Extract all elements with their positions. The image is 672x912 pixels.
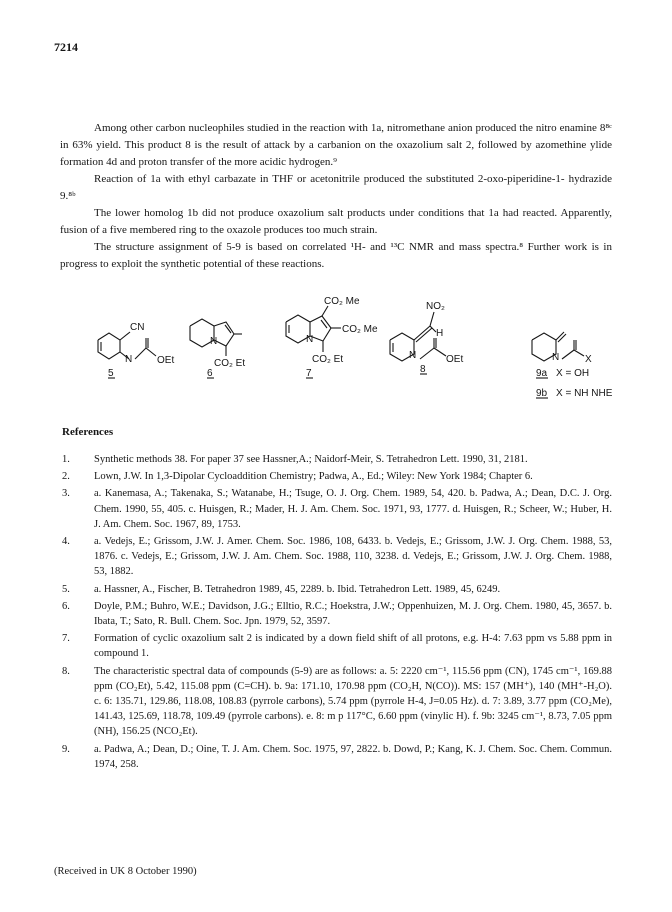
structure-9a-label: 9a <box>536 368 548 379</box>
structure-8-h: H <box>436 328 444 339</box>
structure-8-label: 8 <box>420 364 426 375</box>
reference-text: Formation of cyclic oxazolium salt 2 is indicated by a down field shift of all protons, e.g. H-4: 7.63 ppm vs 5.88 ppm in compound 1. <box>94 633 612 660</box>
reference-text: Doyle, P.M.; Buhro, W.E.; Davidson, J.G.; Elltio, R.C.; Hoekstra, J.W.; Oppenhuizen, M. J. Org. Chem. 1980, 45, 3657. b. Ibata, T.; Sato, R. Bull. Chem. Soc. Jpn. 1979, 52, 3597. <box>94 600 612 628</box>
structure-9b-substituent: X = NH NHE <box>556 388 613 399</box>
structure-9-n: N <box>552 352 560 363</box>
structure-8-no2: NO₂ <box>426 301 445 312</box>
structure-6-co2et: CO₂ Et <box>214 358 246 369</box>
structure-7-co2me-side: CO₂ Me <box>342 324 378 335</box>
structure-5-cn: CN <box>130 322 145 333</box>
reference-text: a. Kanemasa, A.; Takenaka, S.; Watanabe, H.; Tsuge, O. J. Org. Chem. 1989, 54, 420. b. Padwa, A.; Dean, D.C. J. Org. Chem. 1990, 55, 405. c. Huisgen, R.; Mader, H. J. Am. Chem. Soc. 1971, 93, 1777. d. Huisgen, R.; Scheer, W.; Huber, H. J. Am. Chem. Soc. 1967, 89, 1753. <box>94 488 612 530</box>
structure-9-x: X <box>585 354 592 365</box>
reference-item <box>62 534 612 580</box>
reference-item <box>62 452 612 467</box>
structure-9b-label: 9b <box>536 388 548 399</box>
structure-5-oet: OEt <box>157 355 175 366</box>
reference-item <box>62 742 612 772</box>
structure-6-label: 6 <box>207 368 213 379</box>
reference-item <box>62 582 612 597</box>
reference-item <box>62 664 612 740</box>
paragraph: The structure assignment of 5-9 is based on correlated ¹H- and ¹³C NMR and mass spectra.⁸ Further work is in progress to exploit the synthetic potential of these reactions. <box>60 241 612 270</box>
structure-7-n: N <box>306 334 314 345</box>
reference-text: a. Padwa, A.; Dean, D.; Oine, T. J. Am. Chem. Soc. 1975, 97, 2822. b. Dowd, P.; Kang, K. J. Chem. Soc. Chem. Commun. 1974, 258. <box>94 743 612 770</box>
reference-number: 2. <box>62 471 70 483</box>
chemical-structures <box>90 296 630 420</box>
reference-text: The characteristic spectral data of compounds (5-9) are as follows: a. 5: 2220 cm⁻¹, 115.56 ppm (CN), 1745 cm⁻¹, 169.88 ppm (CO₂Et), 5.42, 115.08 ppm (C=CH). b. 9a: 171.10, 170.98 ppm (CO₂H, N(CO)). MS: 157 (MH⁺), 140 (MH⁺-H₂O). c. 6: 135.71, 129.86, 118.08, 108.83 (pyrrole carbons), 5.74 ppm (pyrrole H-4, J=0.05 Hz). d. 7: 3.89, 3.77 ppm (CO₂Me), 141.43, 125.69, 118.78, 109.49 (pyrrole carbons). e. 8: m p 117°C, 6.60 ppm (vinylic H). f. 9b: 3245 cm⁻¹, 8.73, 7.05 ppm (NH), 156.25 (NCO₂Et). <box>94 665 612 738</box>
received-date: (Received in UK 8 October 1990) <box>54 866 197 877</box>
reference-item <box>62 599 612 629</box>
reference-item <box>62 469 612 484</box>
structure-9a-substituent: X = OH <box>556 368 590 379</box>
page-number: 7214 <box>54 40 78 54</box>
structure-7-co2et: CO₂ Et <box>312 354 344 365</box>
structure-7-co2me-top: CO₂ Me <box>324 296 360 307</box>
reference-text: a. Hassner, A., Fischer, B. Tetrahedron 1989, 45, 2289. b. Ibid. Tetrahedron Lett. 1989, 45, 6249. <box>94 583 501 595</box>
paragraph: Reaction of 1a with ethyl carbazate in THF or acetonitrile produced the substituted 2-oxo-piperidine-1- hydrazide 9.⁸ᵇ <box>60 173 612 202</box>
reference-number: 9. <box>62 743 70 755</box>
reference-text: a. Vedejs, E.; Grissom, J.W. J. Amer. Chem. Soc. 1986, 108, 6433. b. Vedejs, E.; Grissom, J.W. J. Org. Chem. 1988, 53, 1876. c. Vedejs, E.; Grissom, J.W. J. Am. Chem. Soc. 1988, 110, 3238. d. Vedejs, E.; Grissom, J.W. J. Org. Chem. 1988, 53, 1882. <box>94 536 612 578</box>
reference-item <box>62 631 612 661</box>
references-heading: References <box>62 426 114 438</box>
reference-item <box>62 486 612 532</box>
reference-number: 3. <box>62 488 70 500</box>
body-text <box>60 120 612 273</box>
paragraph: The lower homolog 1b did not produce oxazolium salt products under conditions that 1a had reacted. Apparently, fusion of a five membered ring to the oxazole produces too much strain. <box>60 207 612 236</box>
structure-8-oet: OEt <box>446 354 464 365</box>
structure-7-label: 7 <box>306 368 312 379</box>
structure-8-n: N <box>409 350 417 361</box>
reference-number: 7. <box>62 633 70 645</box>
paragraph: Among other carbon nucleophiles studied in the reaction with 1a, nitromethane anion produced the nitro enamine 8⁸ᶜ in 63% yield. This product 8 is the result of attack by a carbanion on the oxazolium salt 2, followed by azomethine ylide formation 4d and proton transfer of the more acidic hydrogen.⁹ <box>60 122 612 168</box>
reference-number: 8. <box>62 665 70 677</box>
reference-text: Lown, J.W. In 1,3-Dipolar Cycloaddition Chemistry; Padwa, A., Ed.; Wiley: New York 1984; Chapter 6. <box>94 471 533 483</box>
reference-number: 5. <box>62 583 70 595</box>
reference-number: 6. <box>62 600 70 612</box>
reference-number: 1. <box>62 454 70 465</box>
structure-7 <box>286 306 341 352</box>
structure-6-n: N <box>210 336 218 347</box>
reference-number: 4. <box>62 536 70 548</box>
structure-5-label: 5 <box>108 368 114 379</box>
references-list <box>62 452 612 774</box>
reference-text: Synthetic methods 38. For paper 37 see Hassner,A.; Naidorf-Meir, S. Tetrahedron Lett. 1990, 31, 2181. <box>94 454 528 465</box>
structure-5-n: N <box>125 354 133 365</box>
